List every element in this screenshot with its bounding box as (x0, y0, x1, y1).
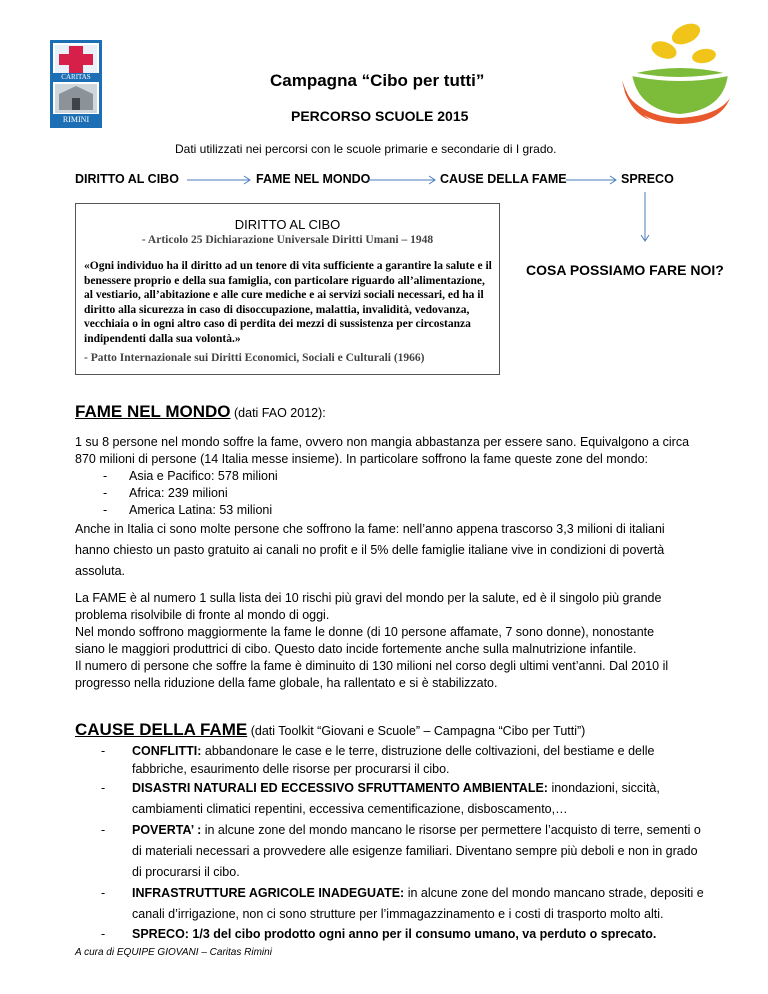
list-item (75, 883, 705, 925)
cause-title: CAUSE DELLA FAME (75, 720, 248, 739)
fame-paragraph-1: 1 su 8 persone nel mondo soffre la fame, ovvero non mangia abbastanza per essere sano. Equivalgono a circa 870 milioni di persone (14 Italia messe insieme). In particolare soffrono la fame queste zone del mondo: (75, 435, 690, 466)
question-heading: COSA POSSIAMO FARE NOI? (526, 262, 724, 278)
list-item (75, 778, 705, 820)
fame-paragraph-3c: Il numero di persone che soffre la fame è diminuito di 130 milioni nel corso degli ultimi vent’anni. Dal 2010 il progresso nella riduzione della fame globale, ha rallentato e si è stabilizzato. (75, 659, 669, 690)
page-subtitle: PERCORSO SCUOLE 2015 (291, 108, 469, 124)
list-item: - Asia e Pacifico: 578 milioni (75, 468, 695, 485)
footer: A cura di EQUIPE GIOVANI – Caritas Rimini (75, 947, 272, 958)
flow-step-cause: CAUSE DELLA FAME (440, 172, 567, 186)
cause-head: DISASTRI NATURALI ED ECCESSIVO SFRUTTAMENTO AMBIENTALE: (132, 781, 548, 795)
logo-text-bottom: RIMINI (62, 115, 90, 124)
list-item: - America Latina: 53 milioni (75, 502, 695, 519)
cause-head: CONFLITTI: (132, 744, 202, 758)
flow-step-fame: FAME NEL MONDO (256, 172, 371, 186)
box-pact: - Patto Internazionale sui Diritti Economici, Sociali e Culturali (1966) (84, 352, 425, 364)
box-article: - Articolo 25 Dichiarazione Universale Diritti Umani – 1948 (141, 234, 434, 246)
diritto-box (75, 203, 500, 375)
box-quote: «Ogni individuo ha il diritto ad un tenore di vita sufficiente a garantire la salute e il benessere proprio e della sua famiglia, con particolare riguardo all’alimentazione, al vestiario, all’abitazione e alle cure mediche e ai servizi sociali necessari, ed ha il diritto alla sicurezza in caso di disoccupazione, malattia, invalidità, vedovanza, vecchiaia o in ogni altro caso di perdita dei mezzi di sussistenza per circostanza indipendenti dalla sua volontà.» (84, 260, 492, 345)
logo-text-top: CARITAS (61, 73, 91, 81)
cause-head: POVERTA’ : (132, 823, 202, 837)
list-item (75, 742, 705, 778)
cause-head: INFRASTRUTTURE AGRICOLE INADEGUATE: (132, 886, 405, 900)
fame-paragraph-3b: Nel mondo soffrono maggiormente la fame le donne (di 10 persone affamate, 7 sono donne), nonostante siano le maggiori produttrici di cibo. Questo dato incide fortemente anche sulla malnutrizione infantile. (75, 625, 655, 656)
fame-heading (75, 402, 695, 422)
cause-text: inondazioni, siccità, cambiamenti climatici repentini, eccessiva cementificazione, disboscamento,… (132, 781, 660, 816)
fame-source: (dati FAO 2012): (234, 406, 326, 420)
cause-text: abbandonare le case e le terre, distruzione delle coltivazioni, del bestiame e delle fabbriche, esaurimento delle risorse per procurarsi il cibo. (132, 744, 655, 776)
cause-list (75, 742, 705, 944)
regions-list (75, 468, 695, 519)
box-title: DIRITTO AL CIBO (234, 217, 341, 232)
fame-paragraph-3a: La FAME è al numero 1 sulla lista dei 10 rischi più gravi del mondo per la salute, ed è il singolo più grande problema risolvibile di fronte al mondo di oggi. (75, 591, 662, 622)
cause-head: SPRECO: 1/3 del cibo prodotto ogni anno per il consumo umano, va perduto o sprecato. (132, 927, 657, 941)
fame-section (75, 402, 695, 692)
fame-title: FAME NEL MONDO (75, 402, 231, 421)
cause-text: in alcune zone del mondo mancano strade, depositi e canali d’irrigazione, non ci sono strutture per l’immagazzinamento e i costi di trasporto molto alti. (132, 886, 704, 921)
page-title: Campagna “Cibo per tutti” (270, 71, 485, 90)
flow-step-diritto: DIRITTO AL CIBO (75, 172, 179, 186)
list-item (75, 925, 705, 944)
cause-section (75, 720, 705, 944)
fame-paragraph-2: Anche in Italia ci sono molte persone che soffrono la fame: nell’anno appena trascorso 3,3 milioni di italiani hanno chiesto un pasto gratuito ai canali no profit e il 5% delle famiglie italiane vive in condizioni di povertà assoluta. (75, 522, 665, 578)
intro-text: Dati utilizzati nei percorsi con le scuole primarie e secondarie di I grado. (175, 142, 557, 156)
cause-text: in alcune zone del mondo mancano le risorse per permettere l’acquisto di terre, sementi o di materiali necessari a provvedere alle esigenze familiari. Diventano sempre più deboli e non in grado di procurarsi il cibo. (132, 823, 701, 879)
cause-heading (75, 720, 705, 740)
list-item: - Africa: 239 milioni (75, 485, 695, 502)
cause-source: (dati Toolkit “Giovani e Scuole” – Campagna “Cibo per Tutti”) (250, 724, 586, 738)
list-item (75, 820, 705, 883)
flow-step-spreco: SPRECO (621, 172, 674, 186)
